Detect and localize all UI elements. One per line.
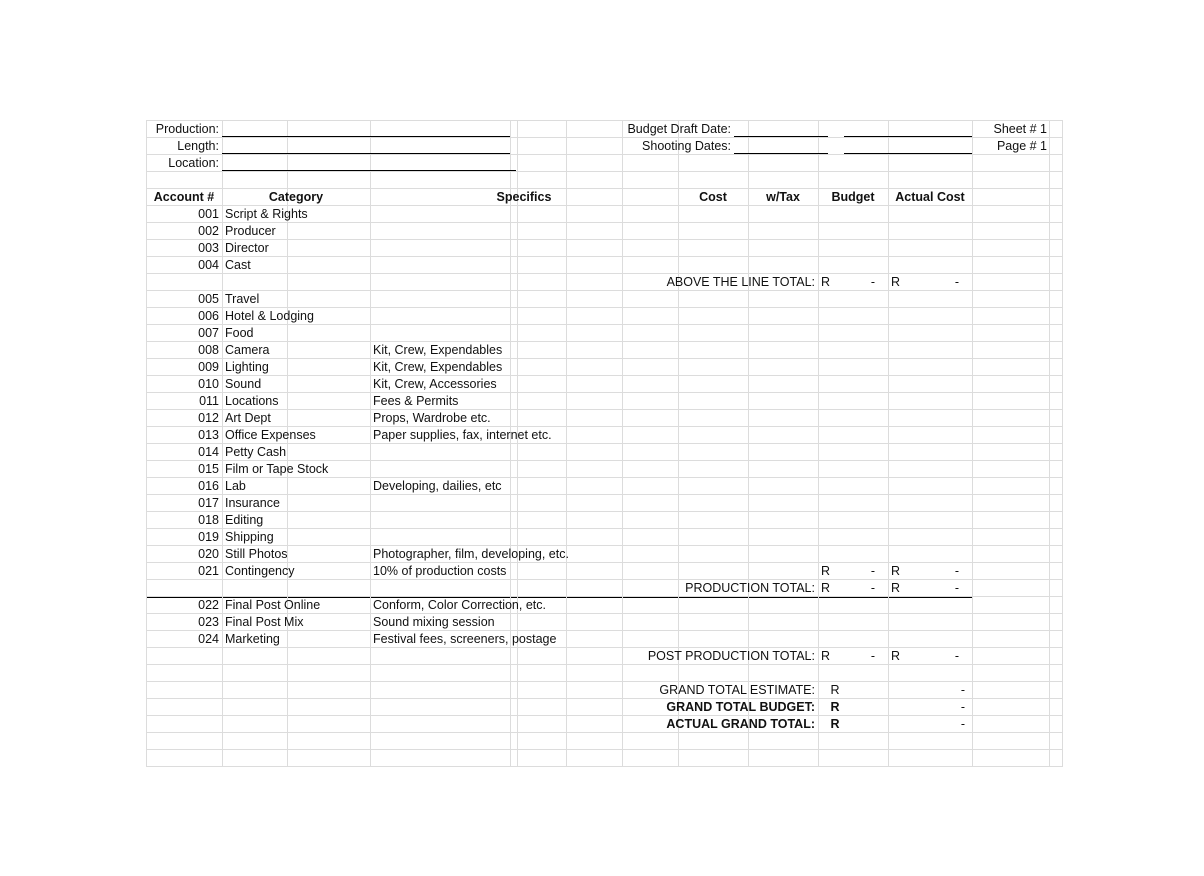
specifics-cell: Conform, Color Correction, etc. bbox=[373, 598, 546, 612]
specifics-cell bbox=[370, 461, 678, 478]
account-number: 014 bbox=[198, 445, 219, 459]
specifics-cell bbox=[370, 257, 678, 274]
gridline bbox=[818, 120, 819, 767]
shooting-dates-label: Shooting Dates: bbox=[642, 139, 731, 153]
total-value-dash: - bbox=[954, 275, 959, 289]
category-cell: Marketing bbox=[225, 632, 280, 646]
category-cell: Lighting bbox=[225, 360, 269, 374]
account-number: 021 bbox=[198, 564, 219, 578]
specifics-cell: Kit, Crew, Expendables bbox=[373, 343, 503, 357]
account-number: 008 bbox=[198, 343, 219, 357]
post-production-total-label: POST PRODUCTION TOTAL: bbox=[647, 649, 815, 663]
production-total-label: PRODUCTION TOTAL: bbox=[685, 581, 815, 595]
contingency-budget-dash: - bbox=[870, 564, 875, 578]
specifics-cell bbox=[370, 308, 678, 325]
gridline bbox=[146, 171, 1062, 172]
category-cell: Travel bbox=[225, 292, 260, 306]
total-value-dash: - bbox=[870, 649, 875, 663]
currency-symbol: R bbox=[891, 581, 901, 595]
category-cell: Food bbox=[225, 326, 254, 340]
gridline bbox=[146, 749, 1062, 750]
category-cell: Still Photos bbox=[225, 547, 288, 561]
category-cell: Office Expenses bbox=[225, 428, 316, 442]
length-label: Length: bbox=[177, 139, 219, 153]
currency-symbol: R bbox=[821, 275, 831, 289]
category-cell: Cast bbox=[225, 258, 251, 272]
specifics-cell: Sound mixing session bbox=[373, 615, 495, 629]
specifics-cell: 10% of production costs bbox=[373, 564, 507, 578]
currency-symbol: R bbox=[891, 275, 901, 289]
account-number: 024 bbox=[198, 632, 219, 646]
category-cell: Petty Cash bbox=[225, 445, 287, 459]
shooting-dates-field[interactable] bbox=[734, 153, 828, 154]
actual-grand-total-label: ACTUAL GRAND TOTAL: bbox=[666, 717, 815, 731]
gridline bbox=[972, 120, 973, 767]
category-cell: Shipping bbox=[225, 530, 274, 544]
category-cell: Camera bbox=[225, 343, 270, 357]
location-label: Location: bbox=[168, 156, 219, 170]
specifics-cell: Festival fees, screeners, postage bbox=[373, 632, 557, 646]
account-number: 003 bbox=[198, 241, 219, 255]
gridline bbox=[1049, 120, 1050, 767]
col-header-budget: Budget bbox=[831, 190, 875, 204]
col-header-cost: Cost bbox=[699, 190, 727, 204]
specifics-cell bbox=[370, 206, 678, 223]
specifics-cell bbox=[370, 325, 678, 342]
account-number: 005 bbox=[198, 292, 219, 306]
category-cell: Final Post Online bbox=[225, 598, 321, 612]
length-field[interactable] bbox=[222, 153, 510, 154]
production-label: Production: bbox=[155, 122, 219, 136]
sheet-number: Sheet # 1 bbox=[993, 122, 1047, 136]
currency-symbol: R bbox=[891, 649, 901, 663]
category-cell: Lab bbox=[225, 479, 246, 493]
category-cell: Locations bbox=[225, 394, 279, 408]
specifics-cell: Kit, Crew, Accessories bbox=[373, 377, 497, 391]
gridline bbox=[146, 766, 1062, 767]
specifics-cell: Props, Wardrobe etc. bbox=[373, 411, 491, 425]
budget-draft-date-label: Budget Draft Date: bbox=[627, 122, 731, 136]
account-number: 017 bbox=[198, 496, 219, 510]
account-number: 010 bbox=[198, 377, 219, 391]
category-cell: Editing bbox=[225, 513, 264, 527]
specifics-cell bbox=[370, 495, 678, 512]
specifics-cell bbox=[370, 291, 678, 308]
category-cell: Hotel & Lodging bbox=[225, 309, 314, 323]
account-number: 002 bbox=[198, 224, 219, 238]
category-cell: Producer bbox=[225, 224, 276, 238]
account-number: 004 bbox=[198, 258, 219, 272]
category-cell: Film or Tape Stock bbox=[225, 462, 329, 476]
production-field[interactable] bbox=[222, 136, 510, 137]
account-number: 011 bbox=[199, 394, 219, 408]
category-cell: Insurance bbox=[225, 496, 280, 510]
grand-total-estimate-value: - bbox=[960, 683, 965, 697]
contingency-actual-dash: - bbox=[954, 564, 959, 578]
total-value-dash: - bbox=[870, 581, 875, 595]
category-cell: Sound bbox=[225, 377, 262, 391]
specifics-cell: Kit, Crew, Expendables bbox=[373, 360, 503, 374]
total-value-dash: - bbox=[954, 649, 959, 663]
currency-symbol: R bbox=[821, 564, 831, 578]
account-number: 012 bbox=[198, 411, 219, 425]
grand-total-estimate-label: GRAND TOTAL ESTIMATE: bbox=[659, 683, 815, 697]
col-header-actual: Actual Cost bbox=[895, 190, 965, 204]
actual-grand-total-value: - bbox=[960, 717, 965, 731]
specifics-cell bbox=[370, 444, 678, 461]
account-number: 007 bbox=[198, 326, 219, 340]
category-cell: Director bbox=[225, 241, 269, 255]
col-header-account: Account # bbox=[153, 190, 215, 204]
gridline bbox=[678, 120, 679, 767]
specifics-cell bbox=[370, 529, 678, 546]
account-number: 016 bbox=[198, 479, 219, 493]
currency-symbol: R bbox=[830, 700, 840, 714]
page-number: Page # 1 bbox=[996, 139, 1047, 153]
grand-total-budget-value: - bbox=[960, 700, 965, 714]
col-header-wtax: w/Tax bbox=[766, 190, 800, 204]
currency-symbol: R bbox=[830, 717, 840, 731]
currency-symbol: R bbox=[821, 649, 831, 663]
specifics-cell bbox=[370, 512, 678, 529]
col-header-specifics: Specifics bbox=[496, 190, 552, 204]
currency-symbol: R bbox=[830, 683, 840, 697]
category-cell: Final Post Mix bbox=[225, 615, 304, 629]
category-cell: Script & Rights bbox=[225, 207, 308, 221]
specifics-cell bbox=[370, 240, 678, 257]
account-number: 020 bbox=[198, 547, 219, 561]
gridline bbox=[1062, 120, 1063, 767]
gridline bbox=[888, 120, 889, 767]
total-value-dash: - bbox=[870, 275, 875, 289]
account-number: 015 bbox=[198, 462, 219, 476]
currency-symbol: R bbox=[821, 581, 831, 595]
account-number: 018 bbox=[198, 513, 219, 527]
category-cell: Contingency bbox=[225, 564, 295, 578]
budget-draft-date-field-2[interactable] bbox=[844, 136, 972, 137]
specifics-cell: Photographer, film, developing, etc. bbox=[373, 547, 569, 561]
budget-draft-date-field[interactable] bbox=[734, 136, 828, 137]
grand-total-budget-label: GRAND TOTAL BUDGET: bbox=[666, 700, 815, 714]
account-number: 019 bbox=[198, 530, 219, 544]
category-cell: Art Dept bbox=[225, 411, 271, 425]
account-number: 001 bbox=[198, 207, 219, 221]
account-number: 006 bbox=[198, 309, 219, 323]
shooting-dates-field-2[interactable] bbox=[844, 153, 972, 154]
col-header-category: Category bbox=[268, 190, 324, 204]
account-number: 013 bbox=[198, 428, 219, 442]
specifics-cell: Fees & Permits bbox=[373, 394, 459, 408]
gridline bbox=[748, 120, 749, 767]
account-number: 022 bbox=[198, 598, 219, 612]
account-number: 009 bbox=[198, 360, 219, 374]
specifics-cell bbox=[370, 223, 678, 240]
currency-symbol: R bbox=[891, 564, 901, 578]
location-field[interactable] bbox=[222, 170, 516, 171]
total-value-dash: - bbox=[954, 581, 959, 595]
specifics-cell: Developing, dailies, etc bbox=[373, 479, 502, 493]
account-number: 023 bbox=[198, 615, 219, 629]
above-the-line-total-label: ABOVE THE LINE TOTAL: bbox=[666, 275, 815, 289]
specifics-cell: Paper supplies, fax, internet etc. bbox=[373, 428, 552, 442]
